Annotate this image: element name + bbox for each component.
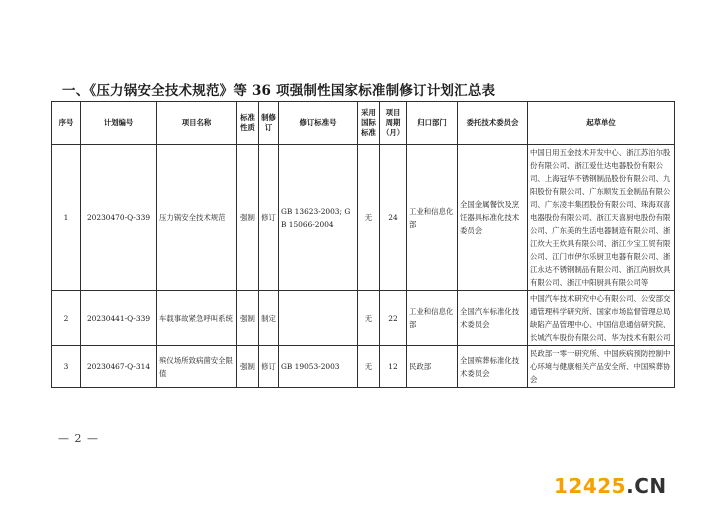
cell-no: 2 xyxy=(52,291,81,346)
table-row xyxy=(52,346,675,388)
cell-dept: 工业和信息化部 xyxy=(407,145,458,291)
col-header-period: 项目周期（月） xyxy=(380,102,407,145)
cell-period: 12 xyxy=(380,346,407,388)
page-heading: 一、《压力锅安全技术规范》等 36 项强制性国家标准制修订计划汇总表 xyxy=(62,83,496,99)
cell-std xyxy=(279,291,358,346)
cell-name: 殡仪场所致病菌安全限值 xyxy=(157,346,237,388)
cell-nature: 强制 xyxy=(237,346,259,388)
col-header-std: 修订标准号 xyxy=(279,102,358,145)
cell-std: GB 13623-2003; GB 15066-2004 xyxy=(279,145,358,291)
col-header-plan-id: 计划编号 xyxy=(81,102,157,145)
col-header-nature: 标准性质 xyxy=(237,102,259,145)
cell-period: 22 xyxy=(380,291,407,346)
cell-intl: 无 xyxy=(358,145,380,291)
cell-committee: 全国殡葬标准化技术委员会 xyxy=(458,346,528,388)
col-header-drafters: 起草单位 xyxy=(528,102,675,145)
page-number: — 2 — xyxy=(58,432,99,445)
col-header-intl: 采用国际标准 xyxy=(358,102,380,145)
plan-table xyxy=(51,101,675,388)
cell-name: 压力锅安全技术规范 xyxy=(157,145,237,291)
header-row xyxy=(52,102,675,145)
site-watermark xyxy=(554,474,667,498)
cell-revise: 制定 xyxy=(259,291,279,346)
watermark-tld: CN xyxy=(634,474,667,498)
cell-drafters: 中国日用五金技术开发中心、浙江苏泊尔股份有限公司、浙江爱仕达电器股份有限公司、上海冠华不锈钢制品股份有限公司、九阳股份有限公司、广东顺发五金制品有限公司、广东凌丰集团股份有限公司、珠海双喜电器股份有限公司、浙江天喜厨电股份有限公司、广东美的生活电器制造有限公司、浙江炊大王炊具有限公司、浙江少宝工贸有限公司、江门市伊尔乐厨卫电器有限公司、浙江永达不锈钢制品有限公司、浙江尚厨炊具有限公司、浙江中阳厨具有限公司等 xyxy=(528,145,675,291)
cell-drafters: 中国汽车技术研究中心有限公司、公安部交通管理科学研究所、国家市场监督管理总局缺陷产品管理中心、中国信息通信研究院、长城汽车股份有限公司、华为技术有限公司 xyxy=(528,291,675,346)
col-header-committee: 委托技术委员会 xyxy=(458,102,528,145)
cell-std: GB 19053-2003 xyxy=(279,346,358,388)
cell-committee: 全国金属餐饮及烹饪器具标准化技术委员会 xyxy=(458,145,528,291)
cell-drafters: 民政部一零一研究所、中国疾病预防控制中心环境与健康相关产品安全所、中国殡葬协会 xyxy=(528,346,675,388)
col-header-no: 序号 xyxy=(52,102,81,145)
cell-revise: 修订 xyxy=(259,145,279,291)
cell-period: 24 xyxy=(380,145,407,291)
cell-intl: 无 xyxy=(358,291,380,346)
cell-nature: 强制 xyxy=(237,291,259,346)
watermark-dot: . xyxy=(626,474,635,498)
cell-dept: 工业和信息化部 xyxy=(407,291,458,346)
watermark-brand: 12425 xyxy=(554,474,627,498)
cell-revise: 修订 xyxy=(259,346,279,388)
cell-no: 3 xyxy=(52,346,81,388)
cell-plan-id: 20230441-Q-339 xyxy=(81,291,157,346)
col-header-revise: 制修订 xyxy=(259,102,279,145)
cell-intl: 无 xyxy=(358,346,380,388)
cell-plan-id: 20230470-Q-339 xyxy=(81,145,157,291)
cell-nature: 强制 xyxy=(237,145,259,291)
table-row xyxy=(52,145,675,291)
cell-name: 车载事故紧急呼叫系统 xyxy=(157,291,237,346)
col-header-name: 项目名称 xyxy=(157,102,237,145)
cell-dept: 民政部 xyxy=(407,346,458,388)
col-header-dept: 归口部门 xyxy=(407,102,458,145)
cell-committee: 全国汽车标准化技术委员会 xyxy=(458,291,528,346)
cell-plan-id: 20230467-Q-314 xyxy=(81,346,157,388)
cell-no: 1 xyxy=(52,145,81,291)
table-row xyxy=(52,291,675,346)
